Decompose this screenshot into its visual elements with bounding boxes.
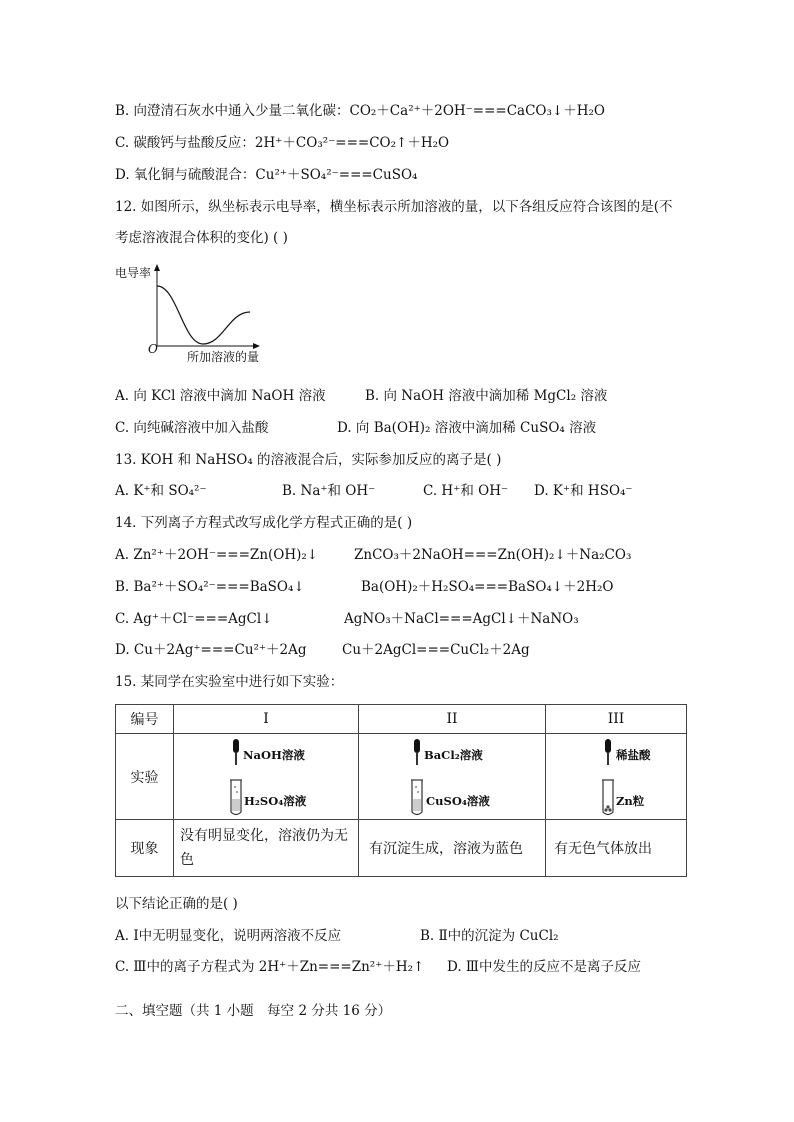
q15-conclusion-stem: 以下结论正确的是( ) — [115, 896, 238, 912]
graph-x-label: 所加溶液的量 — [187, 350, 260, 364]
q13-option-a: A. K⁺和 SO₄²⁻ — [115, 483, 207, 499]
q15-option-d: D. Ⅲ中发生的反应不是离子反应 — [447, 959, 641, 975]
q11-option-c: C. 碳酸钙与盐酸反应：2H⁺＋CO₃²⁻===CO₂↑＋H₂O — [115, 135, 450, 151]
table-header-exp2: II — [359, 705, 546, 734]
phenomenon-cell-1: 没有明显变化，溶液仍为无色 — [174, 820, 359, 877]
phenomenon-cell-3: 有无色气体放出 — [546, 820, 687, 877]
q14-option-a-ionic: A. Zn²⁺＋2OH⁻===Zn(OH)₂↓ — [115, 547, 319, 563]
q11-option-d: D. 氧化铜与硫酸混合：Cu²⁺＋SO₄²⁻===CuSO₄ — [115, 167, 418, 183]
q14-option-b-ionic: B. Ba²⁺＋SO₄²⁻===BaSO₄↓ — [115, 579, 305, 595]
q14-option-c-ionic: C. Ag⁺＋Cl⁻===AgCl↓ — [115, 611, 273, 627]
q12-option-d: D. 向 Ba(OH)₂ 溶液中滴加稀 CuSO₄ 溶液 — [337, 420, 597, 436]
dropper-label-hcl: 稀盐酸 — [616, 747, 651, 762]
graph-origin-label: O — [148, 342, 158, 356]
q14-option-d-equation: Cu＋2AgCl===CuCl₂＋2Ag — [342, 642, 530, 658]
y-axis-arrow — [154, 264, 160, 271]
table-header-number: 编号 — [116, 705, 174, 734]
section-title-fill-in: 二、填空题（共 1 小题 每空 2 分共 16 分） — [115, 1003, 392, 1019]
q14-stem: 14. 下列离子方程式改写成化学方程式正确的是( ) — [115, 515, 413, 531]
experiment-cell-3 — [546, 734, 687, 820]
q14-option-d-ionic: D. Cu＋2Ag⁺===Cu²⁺＋2Ag — [115, 642, 307, 658]
q15-stem: 15. 某同学在实验室中进行如下实验： — [115, 674, 344, 690]
q11-option-b: B. 向澄清石灰水中通入少量二氧化碳：CO₂＋Ca²⁺＋2OH⁻===CaCO₃↓＋H₂O — [115, 103, 605, 119]
q15-option-c: C. Ⅲ中的离子方程式为 2H⁺＋Zn===Zn²⁺＋H₂↑ — [115, 959, 425, 975]
tube-label-h2so4: H₂SO₄溶液 — [244, 793, 307, 808]
q13-stem: 13. KOH 和 NaHSO₄ 的溶液混合后，实际参加反应的离子是( ) — [115, 452, 502, 468]
q12-option-a: A. 向 KCl 溶液中滴加 NaOH 溶液 — [115, 388, 326, 404]
table-row-label-phenomenon: 现象 — [116, 820, 174, 877]
q12-stem-line2: 考虑溶液混合体积的变化) ( ) — [115, 230, 288, 246]
table-header-exp1: I — [174, 705, 359, 734]
conductivity-graph — [115, 262, 275, 372]
q15-option-b: B. Ⅱ中的沉淀为 CuCl₂ — [420, 928, 559, 944]
q14-option-a-equation: ZnCO₃＋2NaOH===Zn(OH)₂↓＋Na₂CO₃ — [354, 547, 632, 563]
phenomenon-cell-2: 有沉淀生成，溶液为蓝色 — [359, 820, 546, 877]
dropper-label-bacl2: BaCl₂溶液 — [424, 747, 483, 762]
tube-label-cuso4: CuSO₄溶液 — [426, 793, 490, 808]
q15-option-a: A. Ⅰ中无明显变化，说明两溶液不反应 — [115, 928, 342, 944]
q14-option-c-equation: AgNO₃＋NaCl===AgCl↓＋NaNO₃ — [344, 611, 579, 627]
q12-option-b: B. 向 NaOH 溶液中滴加稀 MgCl₂ 溶液 — [365, 388, 608, 404]
q13-option-c: C. H⁺和 OH⁻ — [423, 483, 509, 499]
tube-label-zn: Zn粒 — [616, 793, 645, 808]
q13-option-d: D. K⁺和 HSO₄⁻ — [534, 483, 633, 499]
q12-stem-line1: 12. 如图所示，纵坐标表示电导率，横坐标表示所加溶液的量，以下各组反应符合该图的是(不 — [115, 199, 673, 215]
experiment-table — [115, 704, 687, 877]
graph-y-label: 电导率 — [115, 266, 152, 280]
q13-option-b: B. Na⁺和 OH⁻ — [282, 483, 376, 499]
experiment-cell-1 — [174, 734, 359, 820]
table-row-label-experiment: 实验 — [116, 734, 174, 820]
q14-option-b-equation: Ba(OH)₂＋H₂SO₄===BaSO₄↓＋2H₂O — [361, 579, 614, 595]
experiment-cell-2 — [359, 734, 546, 820]
dropper-label-naoh: NaOH溶液 — [243, 747, 305, 762]
q12-option-c: C. 向纯碱溶液中加入盐酸 — [115, 420, 269, 436]
conductivity-curve — [157, 286, 250, 344]
table-header-exp3: III — [546, 705, 687, 734]
